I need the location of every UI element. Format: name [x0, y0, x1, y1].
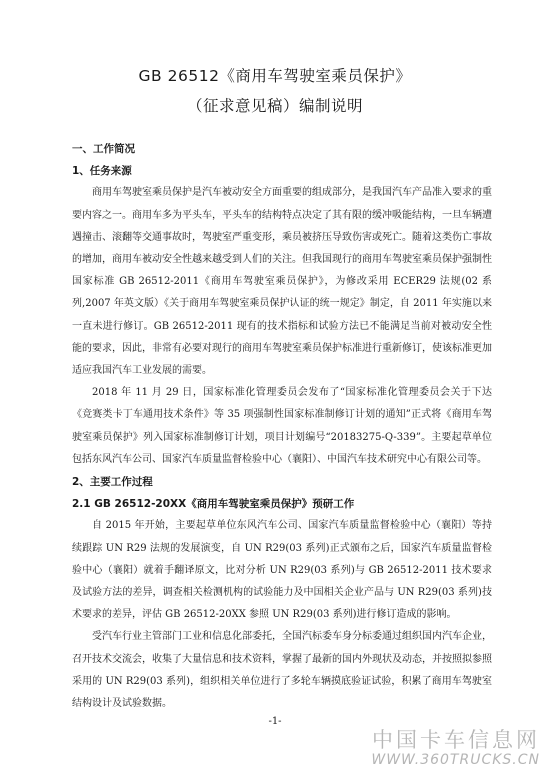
- paragraph-background: 商用车驾驶室乘员保护是汽车被动安全方面重要的组成部分，是我国汽车产品准入要求的重要内容之一。商用车多为平头车，平头车的结构特点决定了其有限的缓冲吸能结构，一旦车辆遭遇撞击、滚翻等交通事故时，驾驶室严重变形，乘员被挤压导致伤害或死亡。随着这类伤亡事故的增加，商用车被动安全性越来越受到人们的关注。但我国现行的商用车驾驶室乘员保护强制性国家标准 GB 26512-2011《商用车驾驶室乘员保护》，为修改采用 ECER29 法规(02 系列,2007 年英文版）《关于商用车驾驶室乘员保护认证的统一规定》制定，自 2011 年实施以来一直未进行修订。GB 26512-2011 现有的技术指标和试验方法已不能满足当前对被动安全性能的要求，因此，非常有必要对现行的商用车驾驶室乘员保护标准进行重新修订，使该标准更加适应我国汽车工业发展的需要。: [72, 187, 492, 377]
- site-watermark: [371, 724, 540, 768]
- paragraph-research-since-2015: 自 2015 年开始，主要起草单位东风汽车公司、国家汽车质量监督检验中心（襄阳）等持续跟踪 UN R29 法规的发展演变，自 UN R29(03 系列)正式颁布之后，国家汽车质量监督检验中心（襄阳）就着手翻译原文，比对分析 UN R29(03 系列)与 GB 26512-2011 技术要求及试验方法的差异，调查相关检测机构的试验能力及中国相关企业产品与 UN R29(03 系列)技术要求的差异，评估 GB 26512-20XX 参照 UN R29(03 系列)进行修订造成的影响。: [72, 520, 492, 621]
- subsection-heading-preliminary-research: 2.1 GB 26512-20XX《商用车驾驶室乘员保护》预研工作: [72, 498, 355, 511]
- page-number: -1-: [268, 716, 282, 727]
- document-subtitle: （征求意见稿）编制说明: [186, 97, 363, 115]
- watermark-url: WWW.360TRUCKS.CN: [371, 752, 540, 768]
- watermark-site-name: 中国卡车信息网: [372, 728, 540, 752]
- section-heading-work-overview: 一、工作简况: [72, 143, 135, 155]
- paragraph-ministry-commission: 受汽车行业主管部门工业和信息化部委托，全国汽标委车身分标委通过组织国内汽车企业，召开技术交流会，收集了大量信息和技术资料，掌握了最新的国内外现状及动态，并按照拟参照采用的 UN R29(03 系列)，组织相关单位进行了多轮车辆摸底验证试验，积累了商用车驾驶室结构设计及试验数据。: [72, 631, 492, 710]
- subsection-heading-work-process: 2、主要工作过程: [72, 476, 153, 489]
- subsection-heading-task-source: 1、任务来源: [72, 165, 132, 178]
- document-body: [72, 138, 492, 715]
- paragraph-plan-notice: 2018 年 11 月 29 日，国家标准化管理委员会发布了“国家标准化管理委员会关于下达《竞赛类卡丁车通用技术条件》等 35 项强制性国家标准制修订计划的通知”正式将《商用车驾驶室乘员保护》列入国家标准制修订计划，项目计划编号“20183275-Q-339”。主要起草单位包括东风汽车公司、国家汽车质量监督检验中心（襄阳）、中国汽车技术研究中心有限公司等。: [72, 387, 492, 465]
- document-title: GB 26512《商用车驾驶室乘员保护》: [138, 67, 412, 85]
